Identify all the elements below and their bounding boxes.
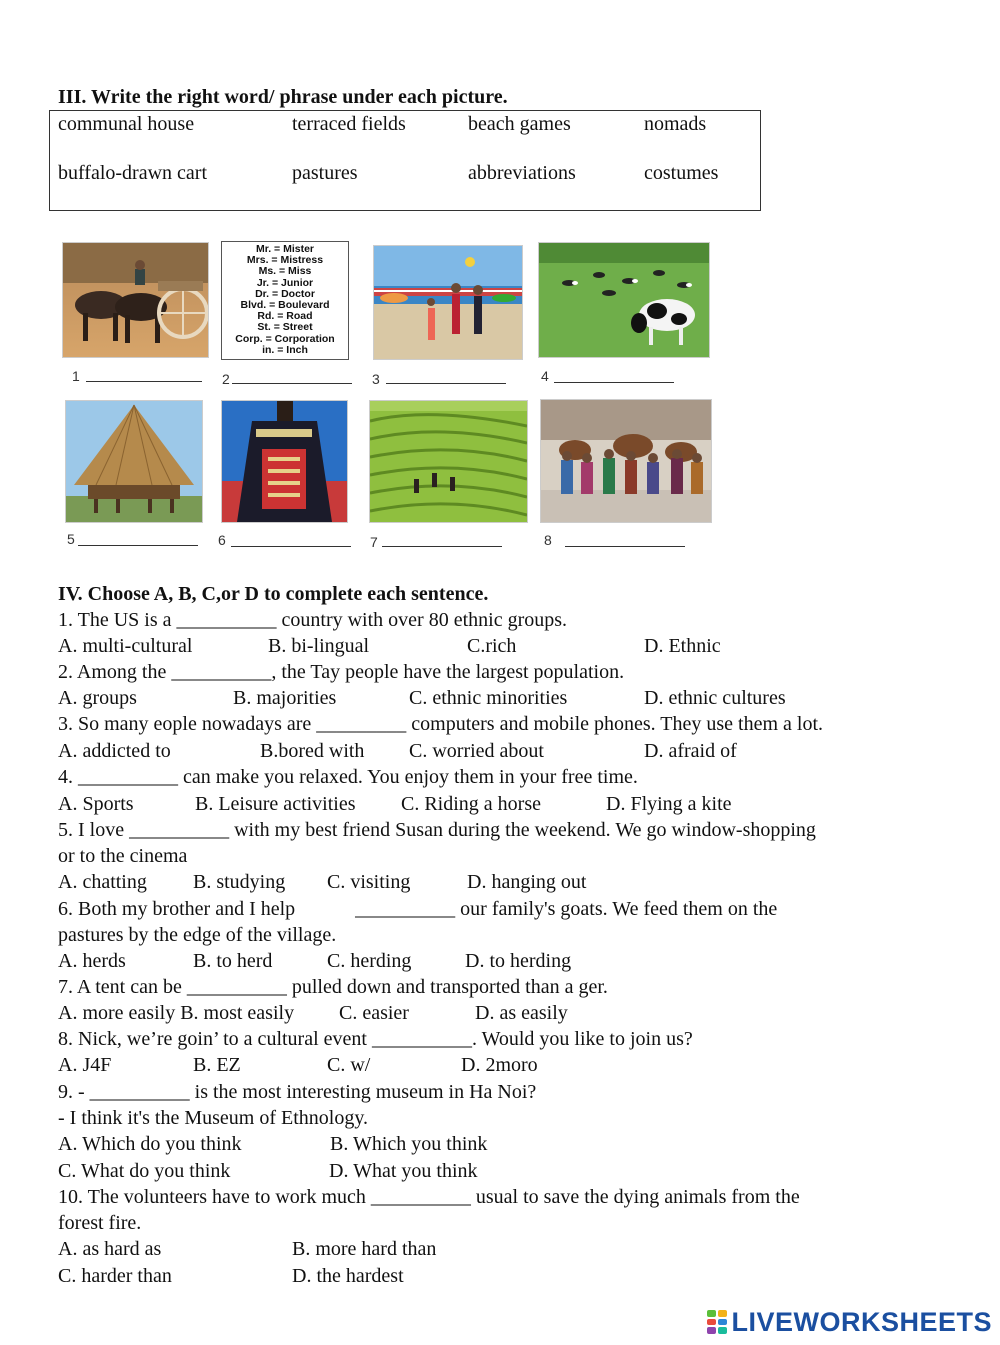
q9-option-a[interactable]: A. Which do you think xyxy=(58,1133,242,1155)
question-2: 2. Among the __________, the Tay people have the largest population. xyxy=(58,661,625,683)
abbr-line: Rd. = Road xyxy=(257,310,313,323)
q4-option-c[interactable]: C. Riding a horse xyxy=(401,793,541,815)
answer-line-7[interactable] xyxy=(382,546,502,547)
abbr-line: Corp. = Corporation xyxy=(235,332,335,345)
question-6-cont: pastures by the edge of the village. xyxy=(58,924,337,946)
q7-option-ab[interactable]: A. more easily B. most easily xyxy=(58,1002,295,1024)
picture-costumes xyxy=(221,400,348,523)
answer-line-4[interactable] xyxy=(554,382,674,383)
abbr-line: Jr. = Junior xyxy=(256,276,314,289)
q2-option-d[interactable]: D. ethnic cultures xyxy=(644,687,786,709)
q10-option-d[interactable]: D. the hardest xyxy=(292,1265,404,1287)
question-9-cont: - I think it's the Museum of Ethnology. xyxy=(58,1107,369,1129)
question-6: 6. Both my brother and I help __________ our family's goats. We feed them on the xyxy=(58,898,778,920)
q6-option-c[interactable]: C. herding xyxy=(327,950,412,972)
word-bank-item: buffalo-drawn cart xyxy=(58,162,208,184)
section-3-title: III. Write the right word/ phrase under each picture. xyxy=(58,86,508,108)
q3-option-b[interactable]: B.bored with xyxy=(260,740,365,762)
q5-option-a[interactable]: A. chatting xyxy=(58,871,147,893)
question-5: 5. I love __________ with my best friend Susan during the weekend. We go window-shopping xyxy=(58,819,816,841)
picture-number: 3 xyxy=(372,371,380,387)
word-bank-item: beach games xyxy=(468,113,571,135)
picture-pastures xyxy=(538,242,710,358)
word-bank-item: nomads xyxy=(644,113,707,135)
abbr-line: Blvd. = Boulevard xyxy=(240,299,330,312)
q3-option-d[interactable]: D. afraid of xyxy=(644,740,737,762)
question-10: 10. The volunteers have to work much __________ usual to save the dying animals from the xyxy=(58,1186,800,1208)
question-9: 9. - __________ is the most interesting museum in Ha Noi? xyxy=(58,1081,537,1103)
q8-option-a[interactable]: A. J4F xyxy=(58,1054,112,1076)
answer-line-3[interactable] xyxy=(386,383,506,384)
question-1: 1. The US is a __________ country with over 80 ethnic groups. xyxy=(58,609,568,631)
picture-buffalo-cart xyxy=(62,242,209,358)
q5-option-b[interactable]: B. studying xyxy=(193,871,286,893)
q9-option-d[interactable]: D. What you think xyxy=(329,1160,478,1182)
picture-beach-games xyxy=(373,245,523,360)
q4-option-b[interactable]: B. Leisure activities xyxy=(195,793,356,815)
abbr-line: Dr. = Doctor xyxy=(255,287,315,300)
picture-number: 8 xyxy=(544,532,552,548)
picture-abbreviations xyxy=(221,241,349,360)
answer-line-8[interactable] xyxy=(565,546,685,547)
q8-option-b[interactable]: B. EZ xyxy=(193,1054,241,1076)
logo-text: LIVEWORKSHEETS xyxy=(731,1306,992,1337)
abbr-line: Ms. = Miss xyxy=(258,265,312,278)
answer-line-6[interactable] xyxy=(231,546,351,547)
q6-option-b[interactable]: B. to herd xyxy=(193,950,273,972)
q1-option-a[interactable]: A. multi-cultural xyxy=(58,635,193,657)
question-5-cont: or to the cinema xyxy=(58,845,188,867)
q10-option-a[interactable]: A. as hard as xyxy=(58,1238,162,1260)
word-bank-item: abbreviations xyxy=(468,162,576,184)
word-bank-item: costumes xyxy=(644,162,719,184)
word-bank-item: communal house xyxy=(58,113,195,135)
q1-option-d[interactable]: D. Ethnic xyxy=(644,635,721,657)
picture-communal-house xyxy=(65,400,203,523)
abbr-line: in. = Inch xyxy=(262,343,308,356)
answer-line-2[interactable] xyxy=(232,383,352,384)
q10-option-b[interactable]: B. more hard than xyxy=(292,1238,437,1260)
picture-number: 4 xyxy=(541,368,549,384)
q2-option-a[interactable]: A. groups xyxy=(58,687,137,709)
q3-option-c[interactable]: C. worried about xyxy=(409,740,544,762)
picture-terraced-fields xyxy=(369,400,528,523)
q2-option-c[interactable]: C. ethnic minorities xyxy=(409,687,568,709)
q3-option-a[interactable]: A. addicted to xyxy=(58,740,171,762)
q9-option-b[interactable]: B. Which you think xyxy=(330,1133,488,1155)
logo-grid-icon xyxy=(707,1310,727,1334)
q7-option-d[interactable]: D. as easily xyxy=(475,1002,568,1024)
question-10-cont: forest fire. xyxy=(58,1212,142,1234)
q5-option-d[interactable]: D. hanging out xyxy=(467,871,587,893)
picture-number: 6 xyxy=(218,532,226,548)
q5-option-c[interactable]: C. visiting xyxy=(327,871,411,893)
abbr-line: Mrs. = Mistress xyxy=(246,254,324,267)
q6-option-d[interactable]: D. to herding xyxy=(465,950,572,972)
question-8: 8. Nick, we’re goin’ to a cultural event __________. Would you like to join us? xyxy=(58,1028,693,1050)
picture-number: 5 xyxy=(67,531,75,547)
question-7: 7. A tent can be __________ pulled down and transported than a ger. xyxy=(58,976,608,998)
liveworksheets-logo[interactable] xyxy=(707,1305,992,1339)
q1-option-b[interactable]: B. bi-lingual xyxy=(268,635,370,657)
word-bank-item: terraced fields xyxy=(292,113,406,135)
q4-option-a[interactable]: A. Sports xyxy=(58,793,134,815)
question-4: 4. __________ can make you relaxed. You enjoy them in your free time. xyxy=(58,766,638,788)
picture-number: 2 xyxy=(222,371,230,387)
word-bank-item: pastures xyxy=(292,162,358,184)
q2-option-b[interactable]: B. majorities xyxy=(233,687,337,709)
abbr-line: St. = Street xyxy=(257,321,313,334)
q8-option-d[interactable]: D. 2moro xyxy=(461,1054,538,1076)
word-bank-box xyxy=(49,110,761,211)
section-4-title: IV. Choose A, B, C,or D to complete each sentence. xyxy=(58,583,489,605)
q1-option-c[interactable]: C.rich xyxy=(467,635,517,657)
q4-option-d[interactable]: D. Flying a kite xyxy=(606,793,732,815)
q9-option-c[interactable]: C. What do you think xyxy=(58,1160,231,1182)
picture-nomads xyxy=(540,399,712,523)
q10-option-c[interactable]: C. harder than xyxy=(58,1265,172,1287)
picture-number: 1 xyxy=(72,368,80,384)
picture-number: 7 xyxy=(370,534,378,550)
q6-option-a[interactable]: A. herds xyxy=(58,950,126,972)
q8-option-c[interactable]: C. w/ xyxy=(327,1054,371,1076)
abbr-line: Mr. = Mister xyxy=(255,243,315,255)
answer-line-1[interactable] xyxy=(86,381,202,382)
q7-option-c[interactable]: C. easier xyxy=(339,1002,409,1024)
question-3: 3. So many eople nowadays are _________ computers and mobile phones. They use them a lot. xyxy=(58,713,824,735)
answer-line-5[interactable] xyxy=(78,545,198,546)
